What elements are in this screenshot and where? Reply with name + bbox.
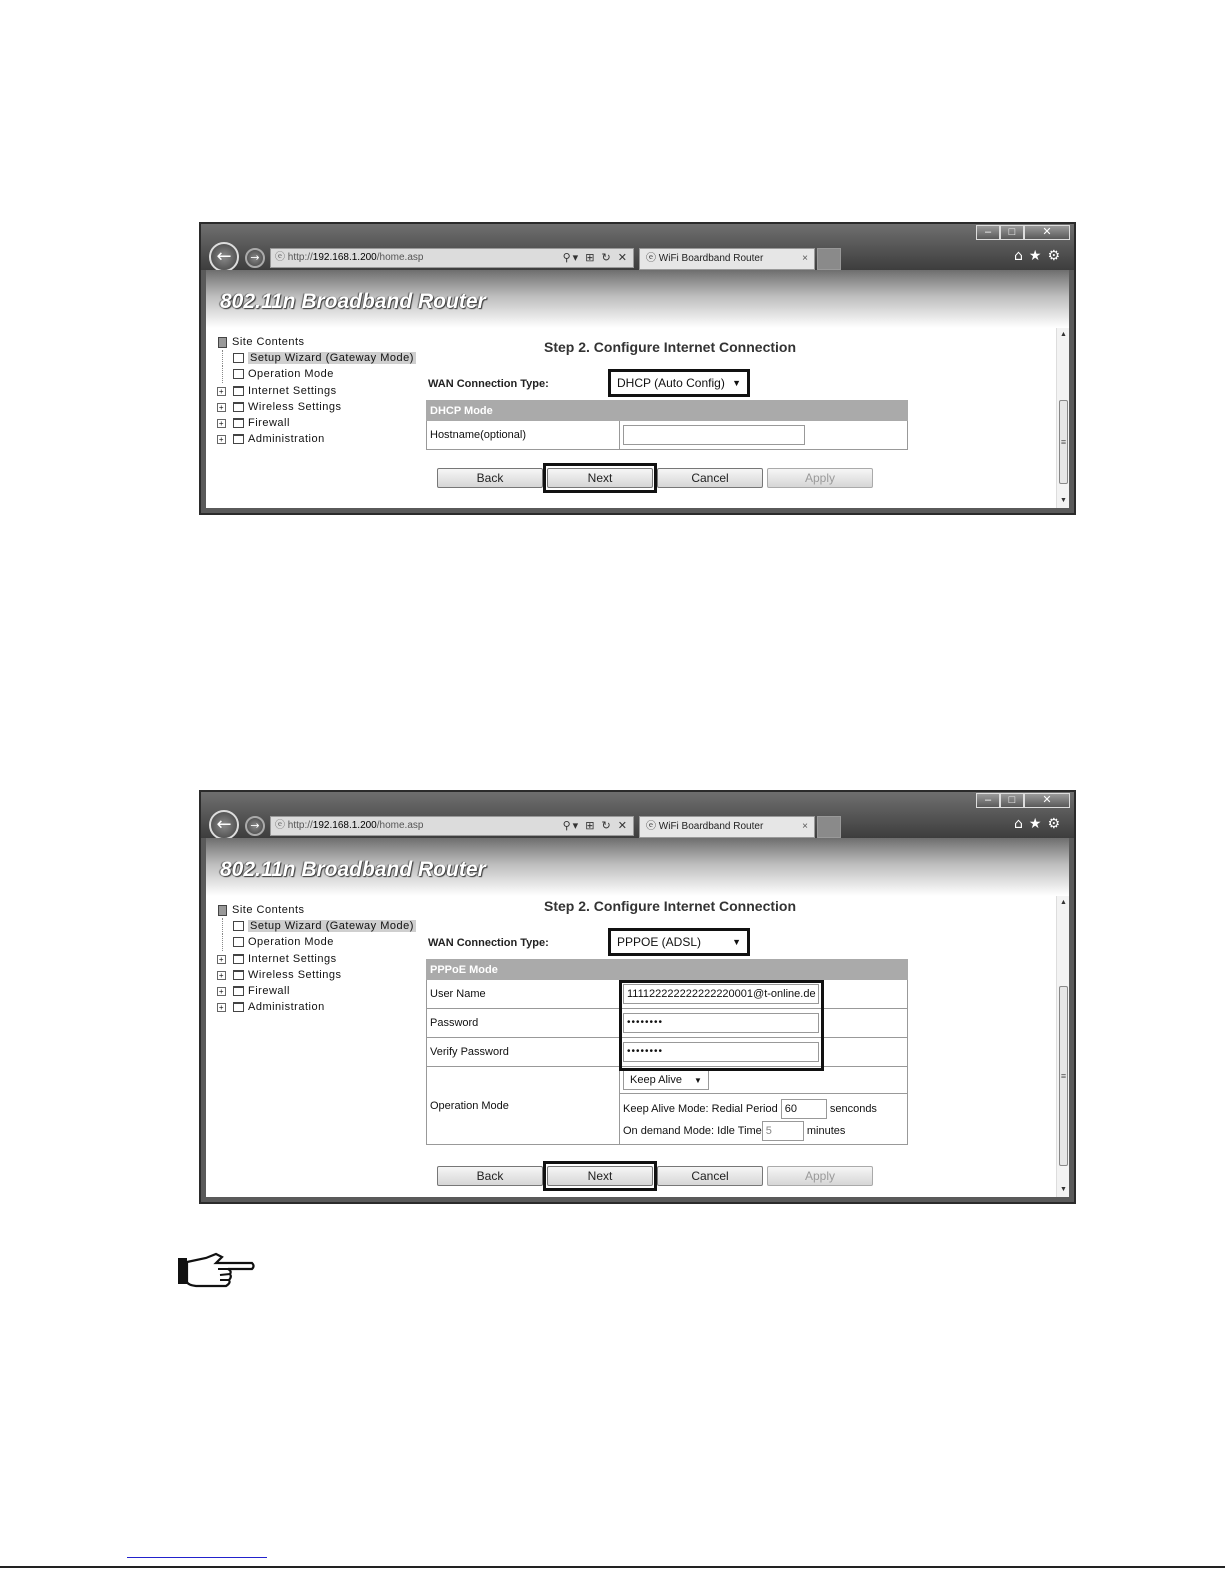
minimize-icon[interactable]: – <box>976 225 1000 240</box>
address-protocol: http:// <box>287 820 313 831</box>
folder-icon <box>233 434 244 444</box>
pppoe-section-header: PPPoE Mode <box>427 960 908 980</box>
banner-title: 802.11n Broadband Router <box>220 858 486 881</box>
step-title: Step 2. Configure Internet Connection <box>544 898 797 914</box>
tree-item-setup-wizard[interactable]: Setup Wizard (Gateway Mode) <box>216 350 416 366</box>
home-icon[interactable]: ⌂ <box>1013 816 1029 832</box>
scroll-up-icon[interactable]: ▲ <box>1060 331 1067 338</box>
apply-button: Apply <box>767 1166 873 1186</box>
expand-icon[interactable]: + <box>218 435 225 445</box>
address-bar[interactable] <box>270 816 634 836</box>
tree-item-internet-settings[interactable]: + Internet Settings <box>218 952 337 965</box>
username-input[interactable]: 111122222222222220001@t-online.de <box>623 984 819 1004</box>
new-tab-button[interactable] <box>817 248 841 270</box>
hostname-input[interactable] <box>623 425 805 445</box>
tree-item-firewall[interactable]: + Firewall <box>218 416 290 429</box>
vertical-scrollbar[interactable] <box>1056 896 1069 1197</box>
verify-password-input[interactable]: •••••••• <box>623 1042 819 1062</box>
username-label: User Name <box>427 980 620 1009</box>
maximize-icon[interactable]: □ <box>1000 225 1024 240</box>
cancel-button[interactable]: Cancel <box>657 1166 763 1186</box>
gear-icon[interactable]: ⚙ <box>1047 248 1066 264</box>
operation-mode-value: Keep Alive <box>630 1074 682 1087</box>
tree-root[interactable] <box>216 334 416 350</box>
browser-window-pppoe <box>199 790 1076 1204</box>
folder-icon <box>233 386 244 396</box>
tree-item-internet-settings[interactable]: + Internet Settings <box>218 384 337 397</box>
dhcp-section-header: DHCP Mode <box>427 401 908 421</box>
address-tools[interactable]: ⚲▾ ⊞ ↻ ✕ <box>562 820 629 832</box>
tree-item-administration[interactable]: + Administration <box>218 433 325 446</box>
ie-tab-icon: ⓔ <box>646 821 659 832</box>
window-controls <box>976 225 1070 240</box>
ondemand-unit: minutes <box>806 1125 846 1138</box>
router-page <box>206 838 1069 1197</box>
scroll-down-icon[interactable]: ▼ <box>1060 1186 1067 1193</box>
scroll-thumb[interactable]: ≡ <box>1059 400 1068 484</box>
address-host: 192.168.1.200 <box>312 820 377 831</box>
footer-link-underline <box>127 1557 267 1558</box>
tree-root-label: Site Contents <box>232 336 305 348</box>
tree-item-wireless-settings[interactable]: + Wireless Settings <box>218 968 342 981</box>
close-icon[interactable]: ✕ <box>1024 793 1070 808</box>
ie-tab-icon: ⓔ <box>646 253 659 264</box>
folder-icon <box>233 970 244 980</box>
folder-icon <box>233 418 244 428</box>
wan-type-label: WAN Connection Type: <box>428 378 549 390</box>
banner-title: 802.11n Broadband Router <box>220 290 486 313</box>
tab-close-icon[interactable]: × <box>802 821 808 832</box>
tree-item-wireless-settings[interactable]: + Wireless Settings <box>218 400 342 413</box>
keepalive-unit: senconds <box>829 1103 877 1116</box>
pppoe-table <box>426 959 908 1145</box>
dropdown-arrow-icon: ▼ <box>693 1076 702 1086</box>
ondemand-row <box>623 1120 904 1142</box>
expand-icon[interactable]: + <box>218 1003 225 1013</box>
operation-mode-label: Operation Mode <box>427 1067 620 1145</box>
page-icon <box>233 353 244 363</box>
router-page <box>206 270 1069 508</box>
page-icon <box>233 921 244 931</box>
tree-item-firewall[interactable]: + Firewall <box>218 984 290 997</box>
tree-item-operation-mode[interactable]: Operation Mode <box>216 934 416 950</box>
wan-type-label: WAN Connection Type: <box>428 937 549 949</box>
wan-type-value: DHCP (Auto Config) <box>617 376 725 390</box>
expand-icon[interactable]: + <box>218 954 225 964</box>
apply-button: Apply <box>767 468 873 488</box>
address-host: 192.168.1.200 <box>312 252 377 263</box>
dropdown-arrow-icon: ▼ <box>732 378 741 388</box>
tree-item-administration[interactable]: + Administration <box>218 1001 325 1014</box>
folder-icon <box>233 954 244 964</box>
address-tools[interactable]: ⚲▾ ⊞ ↻ ✕ <box>562 252 629 264</box>
minimize-icon[interactable]: – <box>976 793 1000 808</box>
idle-time-input[interactable]: 5 <box>762 1121 804 1141</box>
back-button[interactable]: Back <box>437 468 543 488</box>
ie-icon: ⓔ <box>275 820 288 831</box>
address-protocol: http:// <box>287 252 313 263</box>
maximize-icon[interactable]: □ <box>1000 793 1024 808</box>
forward-arrow-icon[interactable]: → <box>245 816 265 836</box>
wan-type-select[interactable] <box>608 369 750 397</box>
expand-icon[interactable]: + <box>218 386 225 396</box>
dropdown-arrow-icon: ▼ <box>732 937 741 947</box>
site-tree <box>216 334 416 447</box>
browser-chrome <box>201 224 1074 270</box>
pointing-hand-icon <box>176 1252 256 1292</box>
computer-icon <box>218 337 227 348</box>
tree-item-operation-mode[interactable]: Operation Mode <box>216 366 416 382</box>
browser-toolbar-icons <box>1014 248 1066 264</box>
back-arrow-icon[interactable]: ← <box>209 810 239 840</box>
router-banner <box>206 270 1069 328</box>
wan-type-value: PPPOE (ADSL) <box>617 935 702 949</box>
favorites-star-icon[interactable]: ★ <box>1028 816 1048 832</box>
browser-tab[interactable] <box>639 816 815 838</box>
tree-root-label: Site Contents <box>232 904 305 916</box>
home-icon[interactable]: ⌂ <box>1013 248 1029 264</box>
address-path: /home.asp <box>376 252 424 263</box>
favorites-star-icon[interactable]: ★ <box>1028 248 1048 264</box>
page-icon <box>233 369 244 379</box>
expand-icon[interactable]: + <box>218 402 225 412</box>
tab-title: WiFi Boardband Router <box>658 821 764 832</box>
folder-icon <box>233 986 244 996</box>
folder-icon <box>233 1002 244 1012</box>
close-icon[interactable]: ✕ <box>1024 225 1070 240</box>
back-button[interactable]: Back <box>437 1166 543 1186</box>
keepalive-row <box>623 1098 904 1120</box>
ondemand-label: On demand Mode: Idle Time <box>623 1125 762 1138</box>
keepalive-label: Keep Alive Mode: Redial Period <box>623 1103 778 1116</box>
back-arrow-icon[interactable]: ← <box>209 242 239 272</box>
redial-period-input[interactable]: 60 <box>781 1099 827 1119</box>
cancel-button[interactable]: Cancel <box>657 468 763 488</box>
wan-type-select[interactable] <box>608 928 750 956</box>
address-path: /home.asp <box>376 820 424 831</box>
site-tree <box>216 902 416 1015</box>
browser-tab[interactable] <box>639 248 815 270</box>
browser-window-dhcp <box>199 222 1076 515</box>
verify-password-label: Verify Password <box>427 1038 620 1067</box>
expand-icon[interactable]: + <box>218 418 225 428</box>
forward-arrow-icon[interactable]: → <box>245 248 265 268</box>
vertical-scrollbar[interactable] <box>1056 328 1069 508</box>
step-title: Step 2. Configure Internet Connection <box>544 339 797 355</box>
router-banner <box>206 838 1069 896</box>
footer-rule <box>0 1566 1225 1568</box>
tab-title: WiFi Boardband Router <box>658 253 764 264</box>
page-icon <box>233 937 244 947</box>
scroll-up-icon[interactable]: ▲ <box>1060 899 1067 906</box>
expand-icon[interactable]: + <box>218 986 225 996</box>
scroll-down-icon[interactable]: ▼ <box>1060 497 1067 504</box>
ie-icon: ⓔ <box>275 252 288 263</box>
browser-toolbar-icons <box>1014 816 1066 832</box>
new-tab-button[interactable] <box>817 816 841 838</box>
expand-icon[interactable]: + <box>218 970 225 980</box>
tree-item-setup-wizard[interactable]: Setup Wizard (Gateway Mode) <box>216 918 416 934</box>
next-button[interactable]: Next <box>547 468 653 488</box>
password-label: Password <box>427 1009 620 1038</box>
browser-chrome <box>201 792 1074 838</box>
window-controls <box>976 793 1070 808</box>
address-bar[interactable] <box>270 248 634 268</box>
hostname-label: Hostname(optional) <box>427 421 620 450</box>
scroll-thumb[interactable]: ≡ <box>1059 986 1068 1166</box>
operation-mode-select[interactable] <box>623 1070 709 1090</box>
next-button[interactable]: Next <box>547 1166 653 1186</box>
password-input[interactable]: •••••••• <box>623 1013 819 1033</box>
dhcp-table <box>426 400 908 450</box>
computer-icon <box>218 905 227 916</box>
tab-close-icon[interactable]: × <box>802 253 808 264</box>
folder-icon <box>233 402 244 412</box>
gear-icon[interactable]: ⚙ <box>1047 816 1066 832</box>
tree-root[interactable] <box>216 902 416 918</box>
